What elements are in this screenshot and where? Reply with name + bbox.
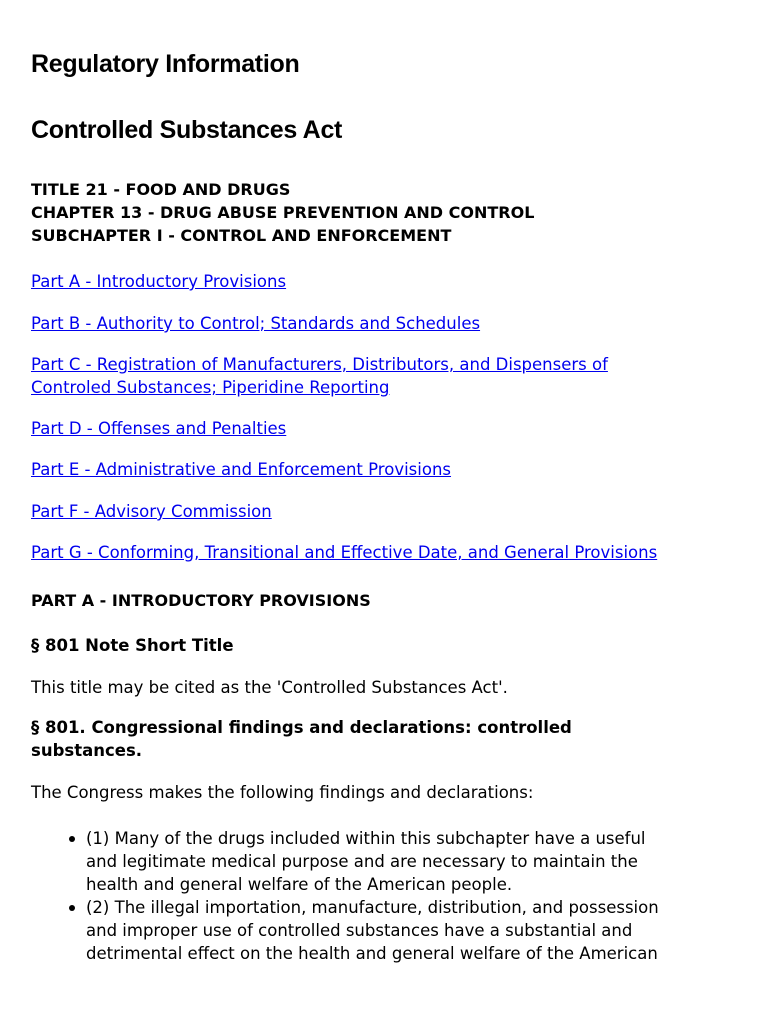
part-a-heading-text: PART A - INTRODUCTORY PROVISIONS — [31, 591, 371, 610]
act-title: Controlled Substances Act — [31, 116, 343, 144]
findings-heading-line: substances. — [31, 741, 143, 760]
list-item — [31, 827, 659, 896]
part-d-link[interactable]: Part D - Offenses and Penalties — [31, 419, 287, 438]
subchapter-citation: SUBCHAPTER I - CONTROL AND ENFORCEMENT — [31, 226, 452, 245]
findings-intro: The Congress makes the following findings and declarations: — [31, 783, 534, 802]
part-c-link[interactable]: Part C - Registration of Manufacturers, Distributors, and Dispensers of Controled Substances; Piperidine Reporting — [31, 355, 608, 397]
finding-text: (2) The illegal importation, manufacture, distribution, and possession and improper use of controlled substances have a substantial and detrimental effect on the health and general welfare of the American — [86, 898, 659, 963]
short-title-heading — [31, 634, 234, 657]
part-a-link[interactable]: Part A - Introductory Provisions — [31, 272, 287, 291]
short-title-heading-text: § 801 Note Short Title — [31, 636, 234, 655]
title-citation: TITLE 21 - FOOD AND DRUGS — [31, 180, 291, 199]
part-b-link[interactable]: Part B - Authority to Control; Standards and Schedules — [31, 314, 481, 333]
page-title: Regulatory Information — [31, 50, 300, 78]
findings-heading — [31, 716, 572, 762]
bullet-icon — [69, 905, 75, 911]
part-a-anchor-link[interactable] — [371, 588, 377, 606]
part-e-link[interactable]: Part E - Administrative and Enforcement Provisions — [31, 460, 452, 479]
finding-text: (1) Many of the drugs included within this subchapter have a useful and legitimate medical purpose and are necessary to maintain the health and general welfare of the American people. — [86, 829, 646, 894]
findings-heading-line: § 801. Congressional findings and declarations: controlled — [31, 718, 572, 737]
bullet-icon — [69, 836, 75, 842]
part-f-link[interactable]: Part F - Advisory Commission — [31, 502, 272, 521]
list-item — [31, 896, 659, 965]
chapter-citation: CHAPTER 13 - DRUG ABUSE PREVENTION AND CONTROL — [31, 203, 535, 222]
short-title-text: This title may be cited as the 'Controlled Substances Act'. — [31, 678, 508, 697]
findings-list — [31, 827, 659, 965]
part-g-link[interactable]: Part G - Conforming, Transitional and Effective Date, and General Provisions — [31, 543, 658, 562]
part-a-heading — [31, 588, 377, 612]
